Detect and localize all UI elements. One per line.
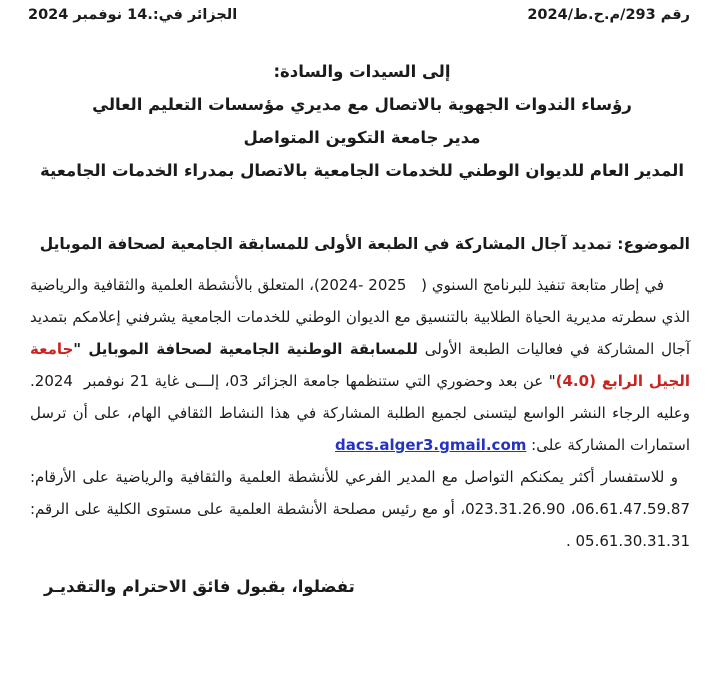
recipients-salutation: إلى السيدات والسادة: — [273, 62, 451, 81]
letter-body — [30, 269, 690, 557]
place-date: الجزائر في:.14 نوفمبر 2024 — [28, 7, 238, 23]
body-paragraph-2: و للاستفسار أكثر يمكنكم التواصل مع المدير الفرعي للأنشطة العلمية والثقافية والرياضية على الأرقام: 06.61.47.59.87، 023.31.26.90، أو مع رئيس مصلحة الأنشطة العلمية على مستوى الكلية على الرقم: 05.61.30.31.31 . — [30, 468, 690, 550]
reference-number: رقم 293/م.ح.ط/2024 — [527, 7, 690, 23]
letter-header — [0, 0, 724, 23]
participation-email-link[interactable]: dacs.alger3.gmail.com — [335, 436, 527, 454]
program-years: 2024- 2025 — [319, 276, 407, 294]
competition-title-lead: للمسابقة الوطنية الجامعية لصحافة الموبايل " — [73, 340, 418, 358]
recipient-line-onou-director: المدير العام للديوان الوطني للخدمات الجامعية بالاتصال بمدراء الخدمات الجامعية — [39, 161, 684, 180]
recipients-block — [0, 55, 724, 187]
paragraph-1-tail: " عن بعد وحضوري التي ستنظمها جامعة الجزائر 03، إلـــى غاية 21 نوفمبر 2024. وعليه الرجاء النشر الواسع ليتسنى لجميع الطلبة المشاركة في هذا النشاط الثقافي الهام، على أن ترسل استمارات المشاركة على: — [30, 372, 690, 454]
closing-salutation: تفضلوا، بقبول فائق الاحترام والتقديـر — [44, 577, 355, 596]
paragraph-1-intro: في إطار متابعة تنفيذ للبرنامج السنوي ( — [406, 276, 665, 294]
body-paragraph-1 — [30, 269, 690, 461]
recipient-line-conference-heads: رؤساء الندوات الجهوية بالاتصال مع مديري مؤسسات التعليم العالي — [92, 95, 632, 114]
recipient-line-ufc-director: مدير جامعة التكوين المتواصل — [243, 128, 481, 147]
paragraph-1-continuation: )، المتعلق بالأنشطة العلمية والثقافية والرياضية الذي سطرته مديرية الحياة الطلابية بالتنسيق مع الديوان الوطني للخدمات الجامعية يشرفني إعلامكم بتمديد آجال المشاركة في فعاليات الطبعة الأولى — [30, 276, 690, 358]
competition-name: جامعة الجيل الرابع (4.0) — [30, 340, 691, 390]
subject-line: الموضوع: تمديد آجال المشاركة في الطبعة الأولى للمسابقة الجامعية لصحافة الموبايل — [39, 235, 690, 253]
